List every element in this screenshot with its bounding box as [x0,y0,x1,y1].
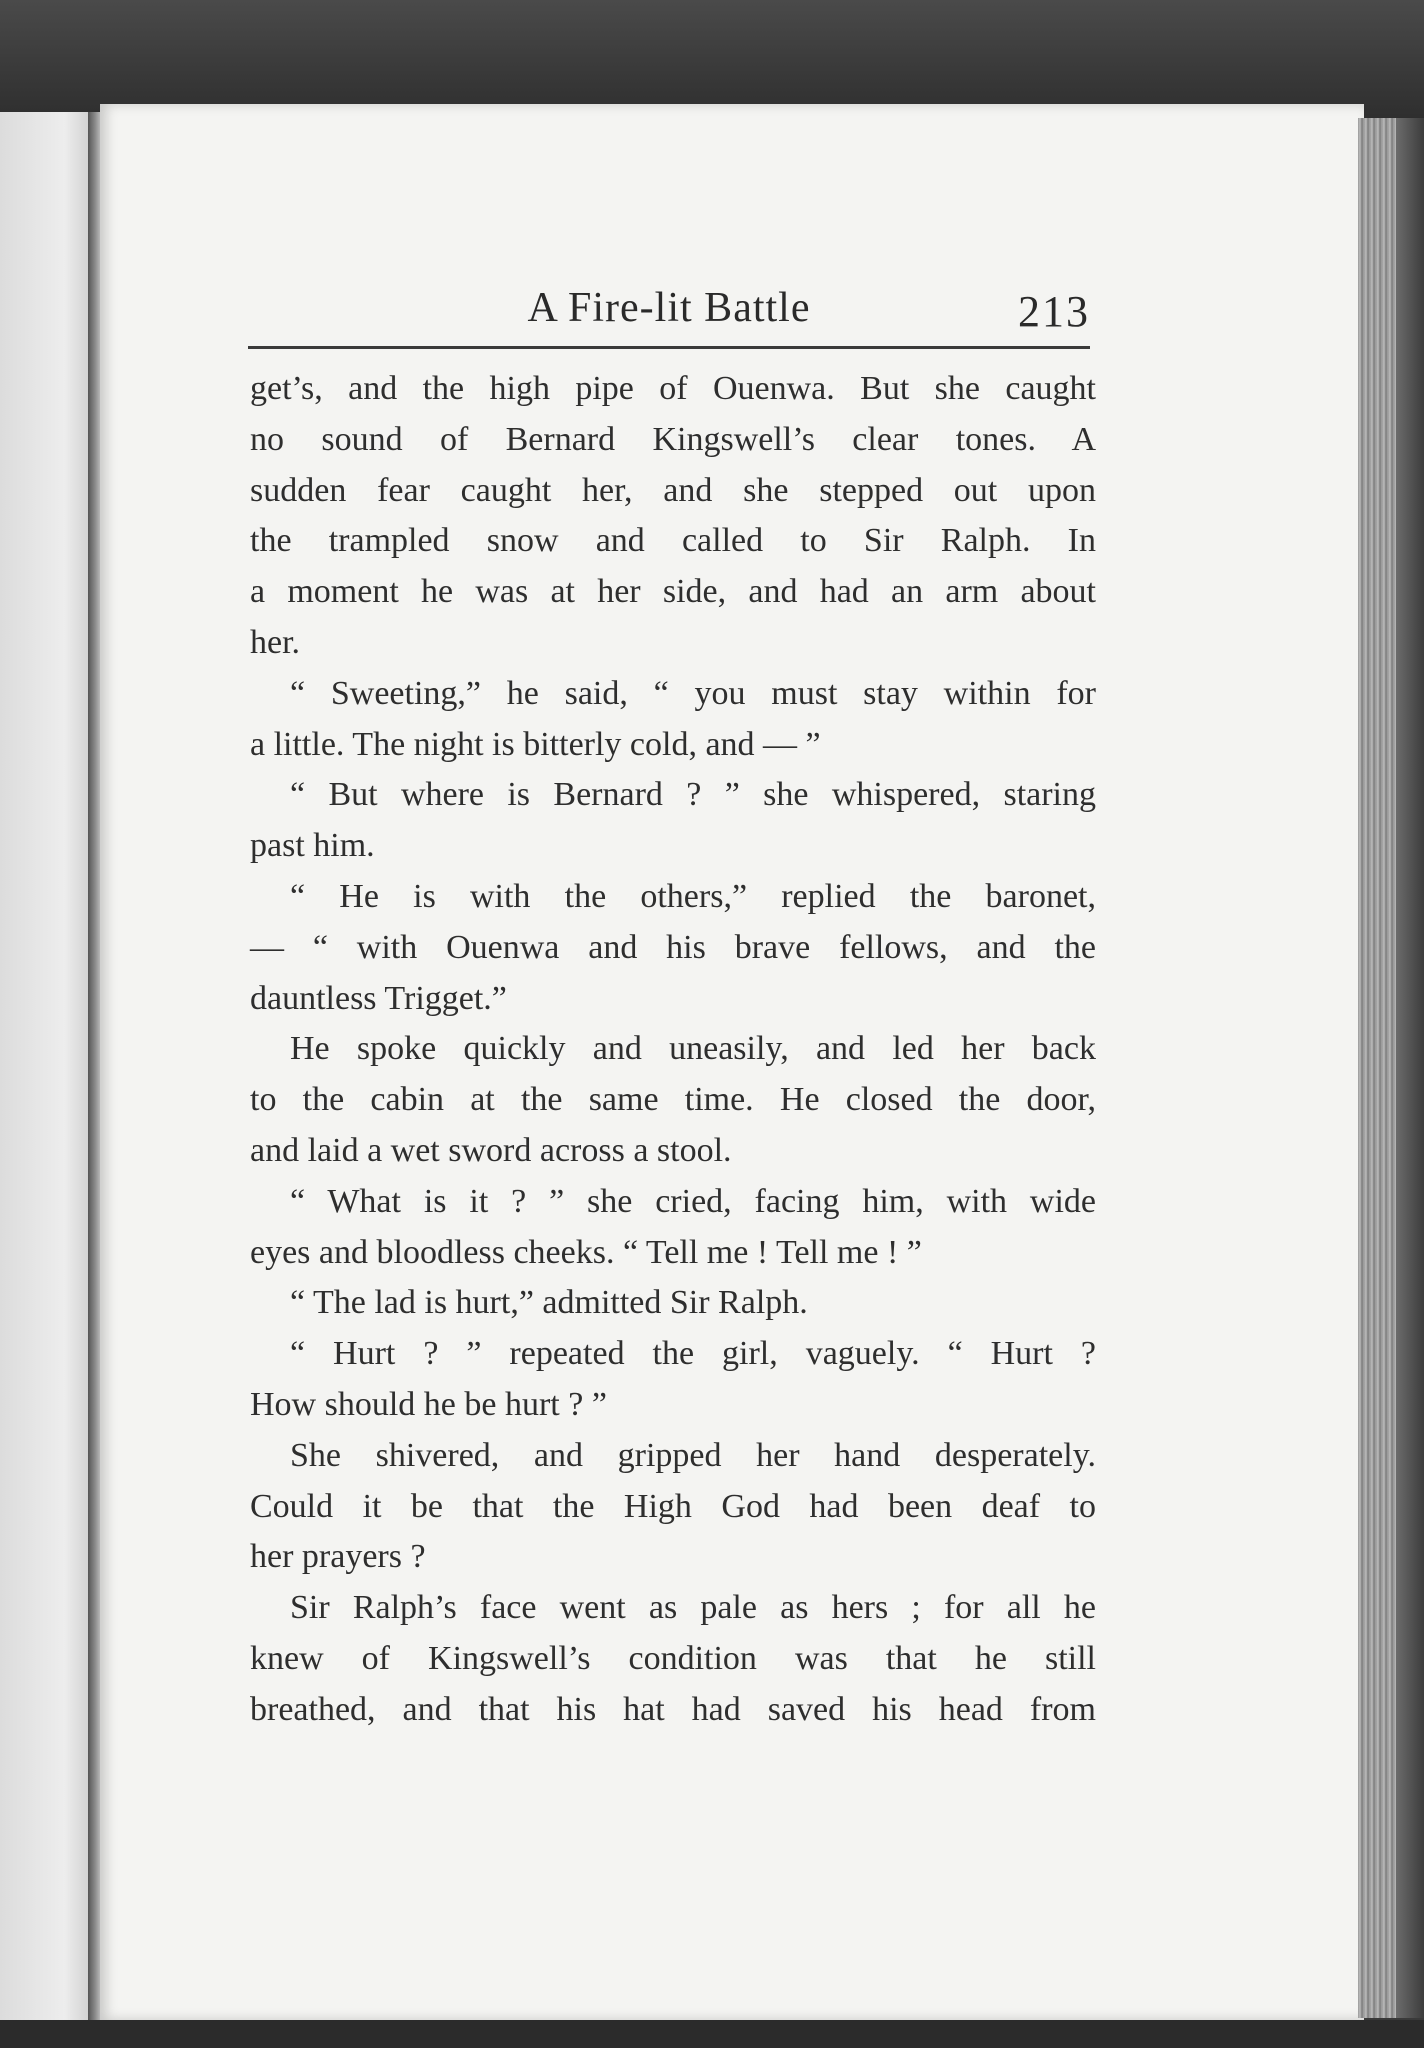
text-line: How should he be hurt ? ” [250,1385,607,1423]
scan-background-top [0,0,1424,120]
text-line: — “ with Ouenwa and his brave fellows, and the [250,928,1096,966]
text-line: Could it be that the High God had been deaf to [250,1487,1096,1525]
text-line: She shivered, and gripped her hand desperately. [290,1436,1096,1474]
text-line: a little. The night is bitterly cold, and — ” [250,725,821,763]
text-line: the trampled snow and called to Sir Ralph. In [250,522,1096,560]
text-line: no sound of Bernard Kingswell’s clear tones. A [250,420,1096,458]
text-line: dauntless Trigget.” [250,979,507,1017]
text-line: past him. [250,827,375,865]
scan-background-bottom [0,2020,1424,2048]
text-line: Sir Ralph’s face went as pale as hers ; for all he [290,1589,1096,1627]
text-line: get’s, and the high pipe of Ouenwa. But she caught [250,370,1096,407]
text-line: her. [250,623,301,661]
text-line: breathed, and that his hat had saved his head from [250,1690,1096,1728]
text-line: “ He is with the others,” replied the baronet, [290,877,1096,915]
page-number: 213 [1018,287,1090,336]
text-line: sudden fear caught her, and she stepped out upon [250,471,1096,509]
text-line: “ What is it ? ” she cried, facing him, with wide [290,1182,1096,1220]
text-line: knew of Kingswell’s condition was that he still [250,1639,1096,1677]
facing-page-edge [0,112,92,2022]
running-title: A Fire-lit Battle [527,285,811,331]
text-line: eyes and bloodless cheeks. “ Tell me ! Tell me ! ” [250,1233,922,1271]
header-rule [248,346,1090,349]
text-line: “ Sweeting,” he said, “ you must stay within for [290,674,1096,712]
text-line: He spoke quickly and uneasily, and led her back [290,1030,1096,1068]
text-line: “ Hurt ? ” repeated the girl, vaguely. “ Hurt ? [290,1335,1096,1373]
book-cover-edge [1396,118,1424,2018]
text-line: to the cabin at the same time. He closed the door, [250,1081,1096,1119]
text-line: “ But where is Bernard ? ” she whispered, staring [290,776,1096,814]
running-head [248,276,1090,342]
text-line: and laid a wet sword across a stool. [250,1131,732,1169]
body-text [250,364,1096,1736]
text-line: “ The lad is hurt,” admitted Sir Ralph. [290,1284,808,1322]
text-line: a moment he was at her side, and had an arm about [250,573,1096,611]
text-line: her prayers ? [250,1538,426,1576]
